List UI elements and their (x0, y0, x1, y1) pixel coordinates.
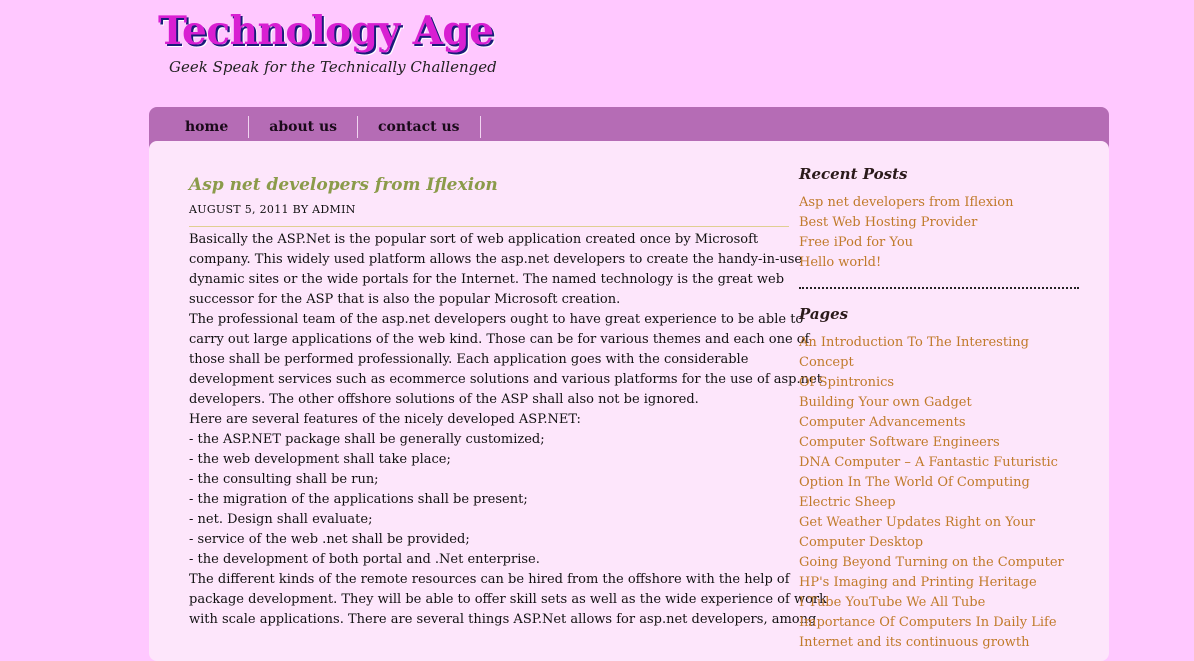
sidebar (799, 165, 1079, 653)
post-body-line: package development. They will be able to offer skill sets as well as the wide experience of work (189, 592, 827, 607)
post-body-line: The different kinds of the remote resources can be hired from the offshore with the help of (189, 572, 790, 587)
page-link-text: Computer Software Engineers (799, 435, 1000, 450)
page-link-text: Internet and its continuous growth (799, 635, 1030, 650)
post-title[interactable]: Asp net developers from Iflexion (189, 175, 498, 195)
recent-post-link[interactable]: Hello world! (799, 255, 882, 270)
page-link-text: Computer Advancements (799, 415, 966, 430)
page-link-text: I Tube YouTube We All Tube (799, 595, 986, 610)
pages-list (799, 333, 1079, 653)
page-link-text: Building Your own Gadget (799, 395, 972, 410)
page-link[interactable] (799, 553, 1079, 573)
post-body-line: developers. The other offshore solutions of the ASP shall also not be ignored. (189, 392, 699, 407)
post-body-line: - net. Design shall evaluate; (189, 512, 373, 527)
nav-contact-us[interactable]: contact us (358, 116, 481, 138)
page-link-text: HP's Imaging and Printing Heritage (799, 575, 1037, 590)
page-link[interactable] (799, 393, 1079, 413)
recent-post-link[interactable]: Asp net developers from Iflexion (799, 195, 1014, 210)
post-body-line: dynamic sites or the wide portals for the Internet. The named technology is the great web (189, 272, 785, 287)
pages-title: Pages (799, 305, 849, 323)
post-body-line: successor for the ASP that is also the popular Microsoft creation. (189, 292, 621, 307)
recent-post-link[interactable]: Free iPod for You (799, 235, 914, 250)
page-link-text: Get Weather Updates Right on Your (799, 515, 1036, 530)
post-body-line: The professional team of the asp.net developers ought to have great experience to be able to (189, 312, 804, 327)
recent-posts-title: Recent Posts (799, 165, 908, 183)
nav-home[interactable]: home (165, 116, 249, 138)
post-body-line: company. This widely used platform allows the asp.net developers to create the handy-in-use (189, 252, 803, 267)
page-link[interactable] (799, 513, 1079, 553)
page-link[interactable] (799, 633, 1079, 653)
post-meta: AUGUST 5, 2011 BY ADMIN (189, 203, 789, 227)
post-body-line: Basically the ASP.Net is the popular sort of web application created once by Microsoft (189, 232, 759, 247)
page-link-text: Option In The World Of Computing (799, 475, 1030, 490)
post-body-line: Here are several features of the nicely developed ASP.NET: (189, 412, 581, 427)
main-nav (165, 116, 481, 138)
page-link-text: Going Beyond Turning on the Computer (799, 555, 1064, 570)
post-body-line: - the consulting shall be run; (189, 472, 379, 487)
page-link[interactable] (799, 333, 1079, 393)
post-body-line: - the development of both portal and .Net enterprise. (189, 552, 540, 567)
sidebar-divider (799, 287, 1079, 289)
page-link[interactable] (799, 493, 1079, 513)
post-body-line: - the web development shall take place; (189, 452, 451, 467)
post-body-line: with scale applications. There are several things ASP.Net allows for asp.net developers, among (189, 612, 817, 627)
page-link-text: Computer Desktop (799, 535, 924, 550)
page-link-text: Electric Sheep (799, 495, 896, 510)
page-link[interactable] (799, 593, 1079, 613)
nav-about-us[interactable]: about us (249, 116, 358, 138)
post-body-line: - the ASP.NET package shall be generally customized; (189, 432, 545, 447)
page-link[interactable] (799, 433, 1079, 453)
page-link[interactable] (799, 453, 1079, 493)
page-link[interactable] (799, 413, 1079, 433)
page-link-text: Importance Of Computers In Daily Life (799, 615, 1057, 630)
post-body-line: carry out large applications of the web kind. Those can be for various themes and each one of (189, 332, 810, 347)
page-link[interactable] (799, 613, 1079, 633)
post-body-line: - service of the web .net shall be provided; (189, 532, 470, 547)
recent-post-link[interactable]: Best Web Hosting Provider (799, 215, 978, 230)
page-link-text: Of Spintronics (799, 375, 895, 390)
post-body-line: - the migration of the applications shall be present; (189, 492, 528, 507)
content-panel (149, 141, 1109, 661)
site-title[interactable]: Technology Age (158, 8, 494, 54)
post-body-line: those shall be performed professionally. Each application goes with the considerable (189, 352, 749, 367)
post-body-line: development services such as ecommerce solutions and various platforms for the use of asp.net (189, 372, 822, 387)
recent-posts-list (799, 193, 1079, 273)
site-tagline: Geek Speak for the Technically Challenged (169, 58, 497, 76)
page-link-text: An Introduction To The Interesting Concept (799, 335, 1029, 370)
page-link[interactable] (799, 573, 1079, 593)
page-link-text: DNA Computer – A Fantastic Futuristic (799, 455, 1058, 470)
